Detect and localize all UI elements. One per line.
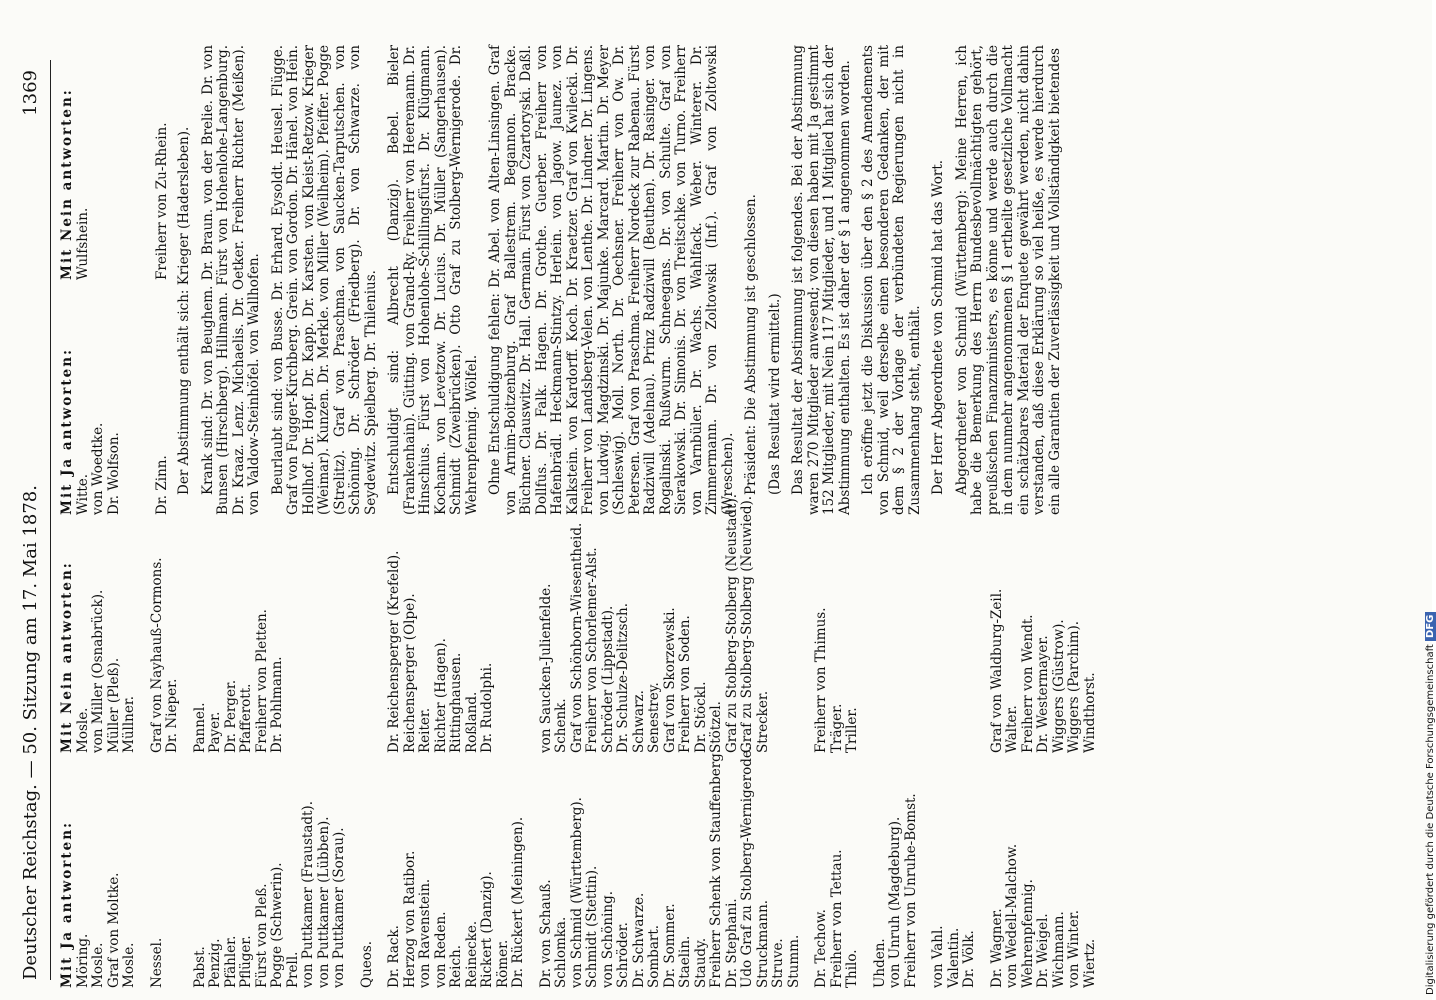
voter-name: Pfähler. [222,935,239,988]
voter-name: Dr. Reichensperger (Krefeld). [386,550,402,753]
group-spacer [861,528,873,753]
voter-name: Schwarz. [630,690,647,753]
voter-name: Dr. Nieper. [164,678,180,753]
protocol-paragraph: Krank sind: Dr. von Beughem. Dr. Braun. von der Brelie. Dr. von Bunsen (Hirschberg). Hillmann. Fürst von Hohenlohe-Langenburg. Dr. Kraaz. Lenz. Michaelis. Dr. Oetker. Freiherr Richter (Meißen). von Valdow-Steinhöfel. von Wallhofen. [199,45,262,515]
voter-name: Triller. [844,707,860,753]
voter-name: Herzog von Ratibor. [401,850,418,988]
blank-line [301,528,317,753]
page-header [16,60,46,980]
voter-name: Wiggers (Parchim). [1066,620,1082,753]
voter-name: Pflüger. [238,935,254,988]
voter-name: Graf zu Stolberg-Stolberg (Neuwied). [739,495,755,753]
voter-name: von Wedell-Malchow. [1004,843,1020,988]
voter-name: Rittinghausen. [448,652,464,753]
voter-name: Graf von Nayhauß-Cormons. [148,557,165,753]
voter-name: Müller (Pleß). [105,657,122,753]
voter-name: Graf von Waldburg-Zeil. [988,588,1005,753]
voter-name: Freiherr von Schorlemer-Alst. [584,547,600,753]
voter-name: Dr. Rückert (Meiningen). [510,816,526,988]
voter-name: Pfafferott. [238,683,254,753]
credit-text: Digitalisierung gefördert durch die Deutsche Forschungsgemeinschaft [1425,644,1436,995]
voter-name: Dr. Stöckl. [692,681,709,753]
voter-name: Dr. Völk. [961,930,977,988]
voter-name: Reinecke. [463,920,480,988]
protocol-paragraph: Präsident: Die Abstimmung ist geschlossen. [743,194,759,495]
header-rule [50,60,51,980]
voter-name: Thilo. [844,949,860,988]
group-spacer [861,758,873,988]
voter-name: Graf zu Stolberg-Stolberg (Neustadt). [723,493,740,753]
blank-line [947,528,963,753]
voter-name: Dr. Schulze-Delitzsch. [615,602,631,753]
voter-name: Dr. Stephani. [723,898,740,988]
voter-name: Dr. Rack. [386,925,402,988]
voter-name: Penzig. [207,938,223,988]
voter-name: Queos. [358,940,375,988]
voter-name: von Miller (Osnabrück). [90,589,106,753]
voter-name: von Ravenstein. [417,878,433,988]
voter-name: Witte. [74,473,91,515]
voter-name: Struve. [770,938,786,988]
voter-name: Dr. Wolfson. [105,432,122,515]
voter-name: Roßland. [463,691,480,753]
voter-name: Fürst von Pleß. [253,883,270,988]
voter-name: Schröder (Lippstadt). [599,605,616,753]
voter-name: Wulfshein. [74,207,91,280]
voter-name: von Vahl. [930,925,946,988]
voter-name: von Reden. [432,911,449,988]
voter-name: von Saucken-Julienfelde. [537,583,554,753]
voter-name: Rickert (Danzig). [479,871,495,988]
voter-name: Freiherr von Zu-Rhein. [154,122,170,280]
voter-name: von Puttkamer (Lübben). [315,816,332,988]
voter-name: Wiggers (Güstrow). [1050,619,1067,753]
voter-name: von Woedtke. [90,422,106,515]
nein-heading: Mit Nein antworten: [59,561,75,753]
voter-name: von Winter. [1066,909,1082,988]
voter-name: Uhden. [871,938,888,988]
voter-name: Träger. [828,703,845,753]
voter-name: Freiherr von Soden. [677,615,693,753]
protocol-paragraph: Beurlaubt sind: von Busse. Dr. Erhard. Eysoldt. Heusel. Flügge. Graf von Fugger-Kirchberg. Grein. von Gordon. Dr. Hänel. von Hein. Hollhof. Dr. Hopf. Dr. Kapp. Dr. Karsten. von Kleist-Retzow. Krieger (Weimar). Kunzen. Dr. Merkle. von Miller (Weilheim). Pfeiffer. Pogge (Strelitz). Graf von Praschma. von Saucken-Tarputschen. von Schöning. Dr. Schröder (Friedberg). Dr. von Schwarze. von Seydewitz. Spielberg. Dr. Thilenius. [269,45,379,515]
voter-name: Struckmann. [754,899,771,988]
voter-name: Freiherr Schenk von Stauffenberg. [708,748,724,988]
voter-name: Wichmann. [1050,911,1067,988]
voter-name: Mosle. [74,707,91,753]
voter-name: Valentin. [945,927,962,988]
voter-name: Dr. Weigel. [1035,913,1051,988]
voter-name: Senestrey. [646,682,662,753]
protocol-paragraph: Ohne Entschuldigung fehlen: Dr. Abel. von Alten-Linsingen. Graf von Arnim-Boitzenburg. Graf Ballestrem. Begannon. Bracke. Büchner. Clauswitz. Dr. Hall. Germain. Fürst von Czartoryski. Daßl. Dollfus. Dr. Falk. Hagen. Dr. Grothe. Guerber. Freiherr von Hafenbrädl. Heckmann-Stintzy. Herlein. von Jagow. Jaunez. von Kalkstein. von Kardorff. Koch. Dr. Kraetzer. Graf von Kwilecki. Dr. Freiherr von Landsberg-Velen. von Lenthe. Dr. Lindner. Dr. Lingens. von Ludwig. Magdzinski. Dr. Majunke. Marcard. Martin. Dr. Meyer (Schleswig). Moll. North. Dr. Oechsner. Freiherr von Ow. Dr. Petersen. Graf von Praschma. Freiherr Nordeck zur Rabenau. Fürst Radziwill (Adelnau). Prinz Radziwill (Beuthen). Dr. Rasinger. von Rogalinski. Rußwurm. Schneegans. Dr. von Schulte. Graf von Sierakowski. Dr. Simonis. Dr. von Treitschke. von Turno. Freiherr von Varnbüler. Dr. Wachs. Wahlfack. Weber. Winterer. Dr. Zimmermann. Dr. von Zoltowski (Inf.). Graf von Zoltowski (Wreschen). [487,45,736,515]
voter-name: von Schöning. [599,890,616,988]
group-spacer [1098,758,1110,988]
blank-line [888,528,904,753]
nein-heading: Mit Nein antworten: [59,88,75,280]
left-ja-column [59,745,1110,988]
voter-name: Stumm. [785,934,802,988]
blank-line [931,528,947,753]
group-spacer [919,528,931,753]
voter-name: Prell. [284,951,301,988]
voter-name: Nessel. [148,937,165,988]
voter-name: Udo Graf zu Stolberg-Wernigerode. [739,745,755,988]
voter-name: Dr. Westermayer. [1035,635,1051,753]
voter-name: Staelin. [677,935,693,988]
voter-name: Dr. Perger. [222,679,239,753]
ja-heading: Mit Ja antworten: [59,820,75,988]
voter-name: Freiherr von Wendt. [1019,614,1036,753]
protocol-paragraph: Der Abstimmung enthält sich: Krieger (Hadersleben). [176,126,192,495]
voter-name: Walter. [1004,705,1020,753]
voter-name: Pannel. [191,702,208,753]
voter-name: Schröder. [615,922,631,988]
voter-name: Dr. Pohlmann. [269,656,285,753]
voter-name: Müllner. [121,695,137,753]
protocol-text [177,45,1063,515]
voter-name: Freiherr von Unruhe-Bomst. [902,793,919,988]
right-nein-column [60,50,91,280]
voter-name: Payer. [207,711,223,753]
blank-line [317,528,333,753]
protocol-paragraph: Das Resultat der Abstimmung ist folgendes. Bei der Abstimmung waren 270 Mitglieder anwesend; von diesen haben mit Ja gestimmt 152 Mitglieder, mit Nein 117 Mitglieder, und 1 Mitglied hat sich der Abstimmung enthalten. Es ist daher der § 1 angenommen worden. [790,45,853,515]
voter-name: Dr. Techow. [813,909,829,988]
voter-name: Schenk. [553,698,569,753]
voter-name: Richter (Hagen). [432,638,449,753]
page-number: 1369 [20,70,41,116]
group-spacer [978,528,990,753]
protocol-paragraph: Entschuldigt sind: Albrecht (Danzig). Bebel. Bieler (Frankenhain). Gütting. von Grand-Ry. Freiherr von Heeremann. Dr. Hinschius. Fürst von Hohenlohe-Schillingsfürst. Dr. Klügmann. Kochann. von Levetzow. Dr. Lucius. Dr. Müller (Sangerhausen). Schmidt (Zweibrücken). Otto Graf zu Stolberg-Wernigerode. Dr. Wehrenpfennig. Wölfel. [386,45,480,515]
protocol-paragraph: Der Herr Abgeordnete von Schmid hat das Wort. [930,159,946,495]
group-spacer [138,528,150,753]
voter-name: Freiherr von Pletten. [253,609,270,753]
voter-name: von Unruh (Magdeburg). [887,816,903,988]
voter-name: Mosle. [90,942,106,988]
digitization-credit [1425,612,1436,995]
group-spacer [181,528,193,753]
protocol-paragraph: Abgeordneter von Schmid (Württemberg): Meine Herren, ich habe die Bemerkung des Herrn Bundesbevollmächtigten gehört, preußischen Finanzministers, es könne und werde auch durch die in dem nunmehr angenommenen § 1 ertheilte gesetzliche Vollmacht ein schätzbares Material der Enquete gewährt werden, nicht dahin verstanden, daß diese Erklärung so viel heiße, es werde hierdurch ein alle Garantien der Zuverlässigkeit und Vollständigkeit bietendes [953,45,1063,515]
voter-name: Dr. Sommer. [661,903,678,988]
voter-name: Windthorst. [1081,672,1098,753]
protocol-paragraph: Ich eröffne jetzt die Diskussion über den § 2 des Amendements von Schmid, weil derselbe einen besonderen Gedanken, der mit dem § 2 der Vorlage der verbündeten Regierungen nicht in Zusammenhang steht, enthält. [860,45,923,515]
voter-name: Reichensperger (Olpe). [401,593,418,753]
voter-name: Staudy. [692,937,709,988]
voter-name: Reiter. [417,707,433,753]
voter-name: Dr. Wagner. [988,908,1005,988]
blank-line [165,758,181,988]
voter-name: Freiherr von Thimus. [813,607,829,753]
ja-heading: Mit Ja antworten: [59,347,75,515]
voter-name: Dr. Zinn. [154,455,170,515]
group-spacer [1098,528,1110,753]
voter-name: Stötzel. [708,701,724,753]
voter-name: Strecker. [754,690,771,753]
group-spacer [978,758,990,988]
dfg-logo: DFG [1425,612,1436,641]
right-vote-lists [60,45,155,515]
blank-line [511,528,527,753]
blank-line [904,528,920,753]
protocol-paragraph: (Das Resultat wird ermittelt.) [766,293,783,495]
voter-name: von Schmid (Württemberg). [568,797,585,988]
voter-name: Pogge (Schwerin). [269,862,285,988]
right-ja-column [60,295,122,515]
group-spacer [348,758,360,988]
voter-name: Wehrenpfennig. [1019,879,1036,988]
voter-name: Wiertz. [1081,938,1098,988]
voter-name: Reich. [448,944,464,988]
blank-line [332,528,348,753]
voter-name: Graf von Skorzewski. [661,607,678,753]
voter-name: von Puttkamer (Fraustadt). [300,801,316,988]
voter-name: Dr. von Schauß. [537,879,554,988]
blank-line [962,528,978,753]
voter-name: Römer. [494,939,511,988]
voter-name: Dr. Rudolphi. [479,662,495,753]
voter-name: Dr. Schwarze. [630,892,647,988]
group-spacer [138,758,150,988]
voter-name: Freiherr von Tettau. [828,849,845,988]
voter-name: Mosle. [121,942,137,988]
group-spacer [527,758,539,988]
voter-name: Graf von Schönborn-Wiesentheid. [568,522,585,753]
blank-line [496,528,512,753]
page-header-title: Deutscher Reichstag. — 50. Sitzung am 17. Mai 1878. [20,485,41,980]
voter-name: Möring. [74,933,91,988]
blank-line [873,528,889,753]
blank-line [771,528,787,753]
zinn-row [155,45,177,515]
voter-name: Schlomka. [553,916,569,988]
voter-name: Sombart. [646,924,662,988]
voter-name: Schmidt (Stettin). [584,865,600,988]
group-spacer [181,758,193,988]
voter-name: Pabst. [191,946,208,988]
voter-name: von Puttkamer (Sorau). [331,827,347,988]
group-spacer [527,528,539,753]
right-column [60,45,1071,515]
group-spacer [348,528,360,753]
blank-line [787,528,803,753]
voter-name: Graf von Moltke. [105,872,122,988]
blank-line [360,528,376,753]
blank-line [286,528,302,753]
